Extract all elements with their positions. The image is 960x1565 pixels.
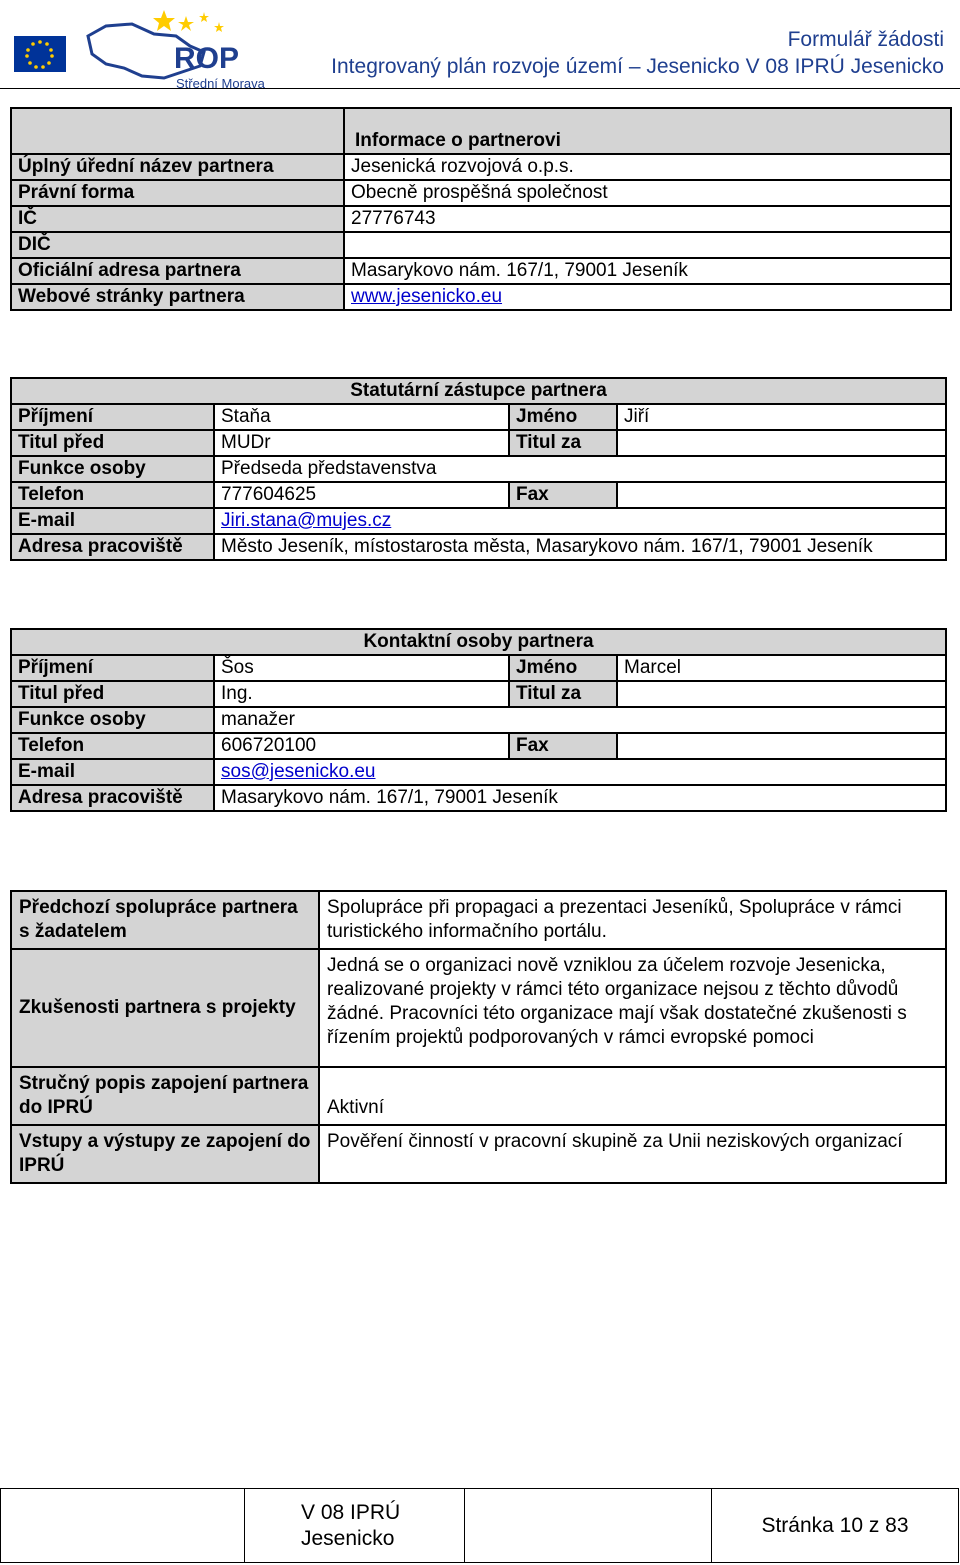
- value-official-address: Masarykovo nám. 167/1, 79001 Jeseník: [344, 258, 951, 284]
- label-official-name: Úplný úřední název partnera: [11, 154, 344, 180]
- statutory-name: Jiří: [617, 404, 946, 430]
- contact-phone: 606720100: [214, 733, 509, 759]
- statutory-title-before: MUDr: [214, 430, 509, 456]
- footer-cell-empty-1: [1, 1489, 245, 1563]
- footer-cell-empty-2: [465, 1489, 712, 1563]
- contact-title-after-label: Titul za: [509, 681, 617, 707]
- statutory-title-before-label: Titul před: [11, 430, 214, 456]
- contact-email-link[interactable]: sos@jesenicko.eu: [221, 761, 376, 782]
- label-dic: DIČ: [11, 232, 344, 258]
- statutory-email-label: E-mail: [11, 508, 214, 534]
- label-legal-form: Právní forma: [11, 180, 344, 206]
- value-ic: 27776743: [344, 206, 951, 232]
- statutory-address: Město Jeseník, místostarosta města, Masarykovo nám. 167/1, 79001 Jeseník: [214, 534, 946, 560]
- contact-fax: [617, 733, 946, 759]
- svg-text:Střední Morava: Střední Morava: [176, 76, 265, 91]
- statutory-address-label: Adresa pracoviště: [11, 534, 214, 560]
- statutory-heading: Statutární zástupce partnera: [11, 378, 946, 404]
- cooperation-label-previous: Předchozí spolupráce partnera s žadatelem: [11, 891, 319, 949]
- statutory-table: [10, 377, 947, 561]
- rop-logo: [14, 6, 284, 92]
- svg-text:ROP: ROP: [174, 42, 240, 75]
- contact-name: Marcel: [617, 655, 946, 681]
- value-legal-form: Obecně prospěšná společnost: [344, 180, 951, 206]
- partner-info-table: [10, 107, 952, 311]
- contact-phone-label: Telefon: [11, 733, 214, 759]
- page-footer: [0, 1488, 959, 1563]
- value-dic: [344, 232, 951, 258]
- contact-title-before: Ing.: [214, 681, 509, 707]
- statutory-function-label: Funkce osoby: [11, 456, 214, 482]
- footer-doc-name: Jesenicko: [301, 1526, 395, 1550]
- cooperation-table: [10, 890, 947, 1184]
- contact-function-label: Funkce osoby: [11, 707, 214, 733]
- statutory-fax-label: Fax: [509, 482, 617, 508]
- contact-title-before-label: Titul před: [11, 681, 214, 707]
- header-logos: [14, 6, 284, 92]
- contact-function: manažer: [214, 707, 946, 733]
- statutory-surname: Staňa: [214, 404, 509, 430]
- label-website: Webové stránky partnera: [11, 284, 344, 310]
- statutory-phone-label: Telefon: [11, 482, 214, 508]
- cooperation-label-experience: Zkušenosti partnera s projekty: [11, 949, 319, 1067]
- cooperation-value-inputs-outputs: Pověření činností v pracovní skupině za Unii neziskových organizací: [319, 1125, 946, 1183]
- footer-doc-cell: [245, 1489, 465, 1563]
- eu-flag-icon: [14, 36, 66, 72]
- label-official-address: Oficiální adresa partnera: [11, 258, 344, 284]
- partner-info-heading: Informace o partnerovi: [344, 108, 951, 154]
- contact-surname-label: Příjmení: [11, 655, 214, 681]
- statutory-email-link[interactable]: Jiri.stana@mujes.cz: [221, 510, 392, 531]
- contact-table: [10, 628, 947, 812]
- contact-email-cell[interactable]: [214, 759, 946, 785]
- contact-name-label: Jméno: [509, 655, 617, 681]
- statutory-email-cell[interactable]: [214, 508, 946, 534]
- statutory-title-after-label: Titul za: [509, 430, 617, 456]
- value-official-name: Jesenická rozvojová o.p.s.: [344, 154, 951, 180]
- statutory-surname-label: Příjmení: [11, 404, 214, 430]
- header-divider: [0, 88, 960, 89]
- label-ic: IČ: [11, 206, 344, 232]
- footer-doc-code: V 08 IPRÚ: [301, 1500, 401, 1524]
- cooperation-label-inputs-outputs: Vstupy a výstupy ze zapojení do IPRÚ: [11, 1125, 319, 1183]
- partner-info-heading-left: [11, 108, 344, 154]
- statutory-name-label: Jméno: [509, 404, 617, 430]
- contact-surname: Šos: [214, 655, 509, 681]
- contact-email-label: E-mail: [11, 759, 214, 785]
- footer-page-number: Stránka 10 z 83: [712, 1489, 959, 1563]
- contact-address-label: Adresa pracoviště: [11, 785, 214, 811]
- statutory-phone: 777604625: [214, 482, 509, 508]
- contact-title-after: [617, 681, 946, 707]
- value-website[interactable]: [344, 284, 951, 310]
- statutory-fax: [617, 482, 946, 508]
- website-link[interactable]: www.jesenicko.eu: [351, 286, 503, 307]
- contact-fax-label: Fax: [509, 733, 617, 759]
- contact-heading: Kontaktní osoby partnera: [11, 629, 946, 655]
- cooperation-value-experience: Jedná se o organizaci nově vzniklou za účelem rozvoje Jesenicka, realizované projekty v rámci této organizace nejsou z těchto důvodů žádné. Pracovníci této organizace mají však dostatečné zkušenosti s řízením projektů podporovaných v rámci evropské pomoci: [319, 949, 946, 1067]
- form-title: Formulář žádosti: [787, 28, 944, 51]
- contact-address: Masarykovo nám. 167/1, 79001 Jeseník: [214, 785, 946, 811]
- statutory-function: Předseda představenstva: [214, 456, 946, 482]
- cooperation-label-involvement: Stručný popis zapojení partnera do IPRÚ: [11, 1067, 319, 1125]
- statutory-title-after: [617, 430, 946, 456]
- stars-icon: [153, 10, 224, 32]
- cooperation-value-involvement: Aktivní: [319, 1067, 946, 1125]
- cooperation-value-previous: Spolupráce při propagaci a prezentaci Jeseníků, Spolupráce v rámci turistického informačního portálu.: [319, 891, 946, 949]
- form-subtitle: Integrovaný plán rozvoje území – Jesenicko V 08 IPRÚ Jesenicko: [331, 55, 944, 78]
